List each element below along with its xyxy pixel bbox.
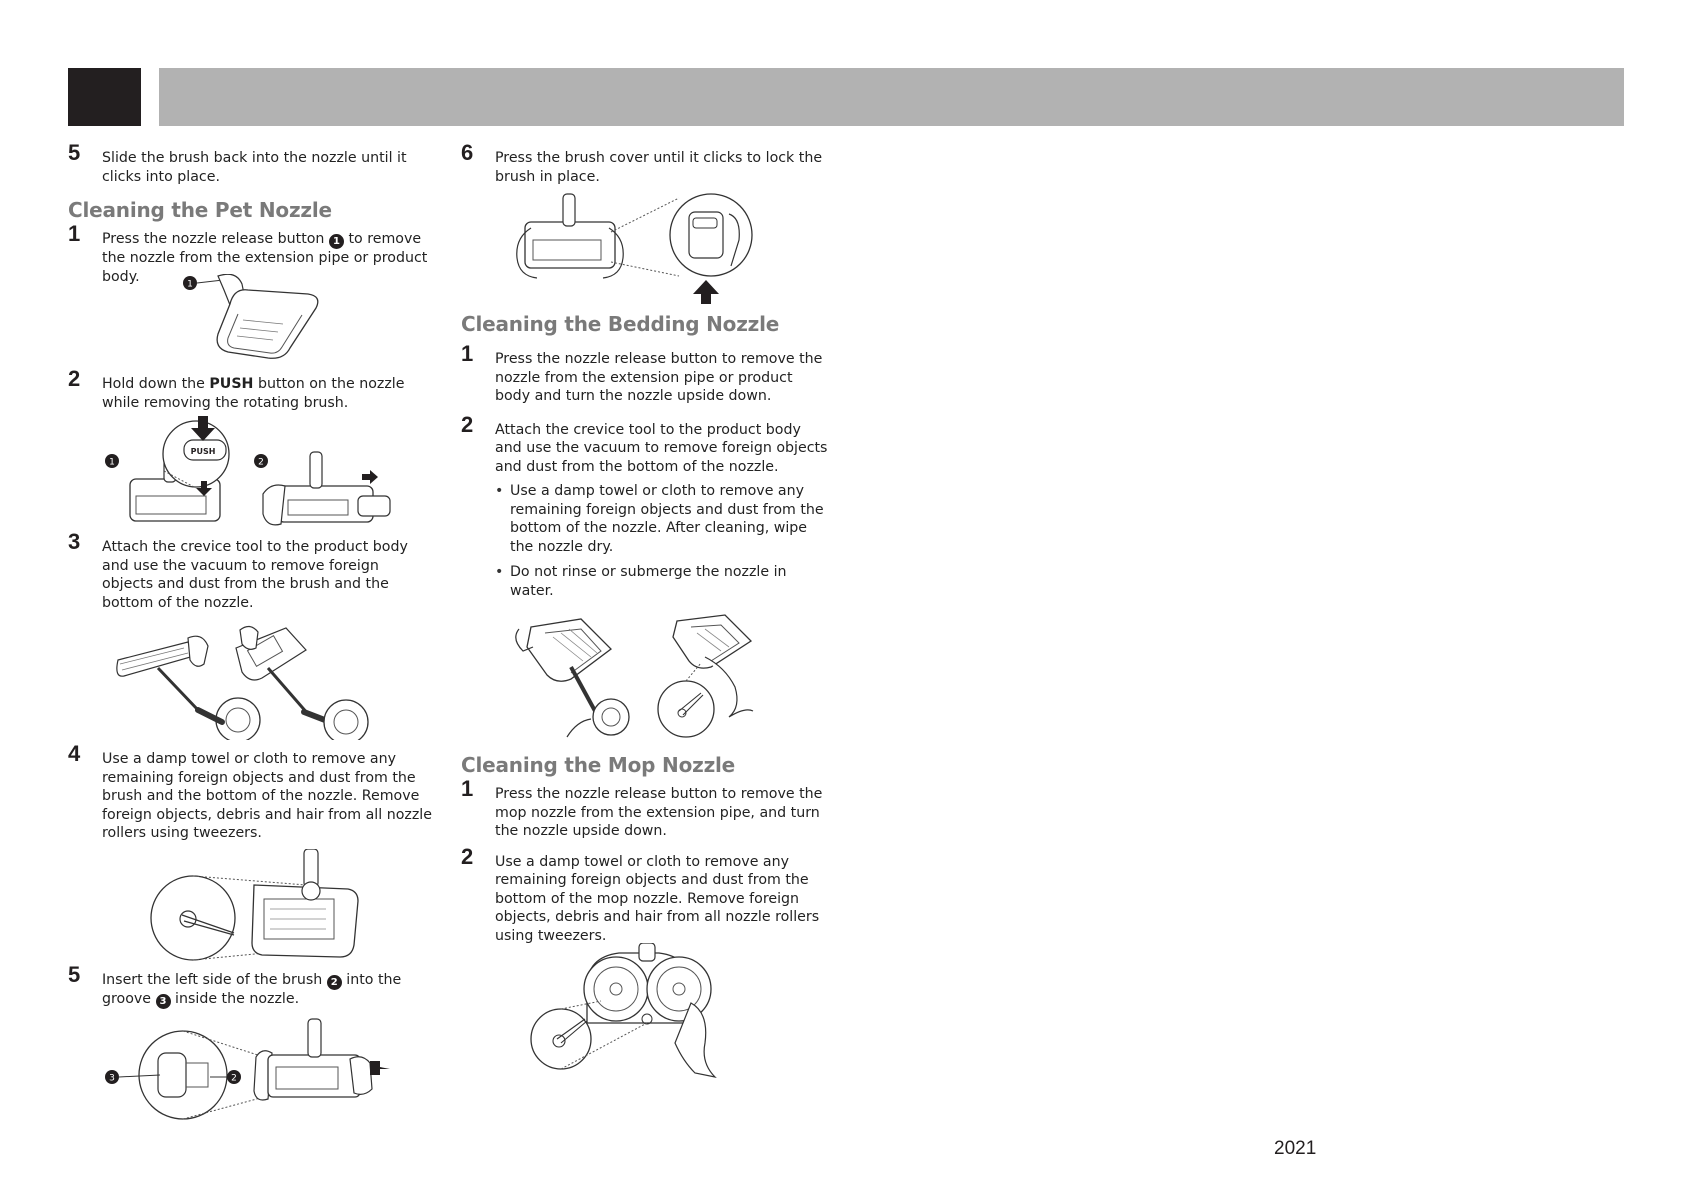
tweezers-roller-illustration — [68, 849, 433, 967]
svg-text:2: 2 — [258, 457, 264, 468]
svg-text:1: 1 — [109, 457, 115, 468]
bedding-step-1 — [461, 341, 831, 406]
step-text: Press the nozzle release button to remove the nozzle from the extension pipe or product body and turn the nozzle upside down. — [495, 351, 823, 404]
step-number: 3 — [68, 529, 81, 554]
step-6-brush-cover — [461, 140, 831, 186]
marker-1-label: 1 — [187, 279, 193, 290]
step-text: Slide the brush back into the nozzle until it clicks into place. — [102, 150, 407, 185]
step-text: Use a damp towel or cloth to remove any remaining foreign objects and dust from the bottom of the mop nozzle. Remove foreign objects, debris and hair from all nozzle rollers using tweezers. — [495, 853, 820, 944]
step-text: Press the nozzle release button 1 to remove the nozzle from the extension pipe or product body. — [102, 231, 428, 285]
step-number: 6 — [461, 140, 474, 165]
mop-step-1 — [461, 776, 831, 841]
step-number: 4 — [68, 741, 81, 766]
step-number: 1 — [461, 776, 474, 801]
header-bar — [159, 68, 1624, 126]
push-button-illustration — [68, 416, 433, 534]
step-text: Use a damp towel or cloth to remove any remaining foreign objects and dust from the brush and the bottom of the nozzle. Remove foreign objects, debris and hair from all nozzle rollers using tweezers. — [102, 751, 432, 841]
list-item: • Use a damp towel or cloth to remove any remaining foreign objects and dust from the bottom of the nozzle. After cleaning, wipe the nozzle dry. — [495, 482, 831, 556]
left-column — [68, 140, 433, 1123]
section-title-mop-nozzle: Cleaning the Mop Nozzle — [461, 753, 736, 777]
step-text: Press the brush cover until it clicks to lock the brush in place. — [495, 150, 823, 185]
svg-text:2: 2 — [231, 1073, 237, 1083]
step-5-slide-brush — [68, 140, 433, 186]
bedding-bullet-list — [495, 482, 831, 600]
step-number: 5 — [68, 140, 81, 165]
pet-step-3 — [68, 529, 433, 612]
push-label: PUSH — [190, 447, 216, 456]
section-title-pet-nozzle: Cleaning the Pet Nozzle — [68, 198, 332, 222]
list-item: • Do not rinse or submerge the nozzle in water. — [495, 563, 831, 600]
step-number: 1 — [68, 221, 81, 246]
step-text: Insert the left side of the brush 2 into the groove 3 inside the nozzle. — [102, 971, 402, 1007]
brush-cover-illustration — [461, 192, 831, 306]
step-text: Attach the crevice tool to the product body and use the vacuum to remove foreign objects and dust from the brush and the bottom of the nozzle. — [102, 539, 408, 611]
marker-2-icon: 2 — [327, 975, 342, 990]
step-number: 2 — [68, 366, 81, 391]
crevice-tool-illustration — [68, 620, 433, 740]
step-text: Press the nozzle release button to remove the mop nozzle from the extension pipe, and turn the nozzle upside down. — [495, 786, 823, 839]
middle-column — [461, 140, 831, 1079]
page-number: 2021 — [1274, 1138, 1317, 1159]
mop-step-2 — [461, 843, 831, 946]
pet-step-5 — [68, 961, 433, 1009]
step-number: 2 — [461, 411, 474, 437]
step-number: 2 — [461, 843, 474, 869]
bedding-step-2 — [461, 411, 831, 601]
chapter-tab — [68, 68, 141, 126]
svg-text:3: 3 — [109, 1073, 115, 1083]
step-number: 5 — [68, 961, 81, 987]
push-label: PUSH — [209, 376, 254, 392]
marker-3-icon: 3 — [156, 994, 171, 1009]
pet-step-1 — [68, 221, 433, 286]
pet-step-4 — [68, 741, 433, 843]
pet-nozzle-illustration — [68, 274, 433, 369]
insert-brush-illustration — [68, 1017, 433, 1123]
marker-1-icon: 1 — [329, 234, 344, 249]
mop-nozzle-illustration — [461, 943, 831, 1079]
step-number: 1 — [461, 341, 474, 366]
bedding-nozzle-illustration — [461, 607, 831, 741]
step-text: Attach the crevice tool to the product body and use the vacuum to remove foreign objects and dust from the bottom of the nozzle. — [495, 421, 828, 475]
step-text: Hold down the PUSH button on the nozzle while removing the rotating brush. — [102, 376, 405, 411]
pet-step-2 — [68, 366, 433, 412]
section-title-bedding-nozzle: Cleaning the Bedding Nozzle — [461, 312, 780, 336]
